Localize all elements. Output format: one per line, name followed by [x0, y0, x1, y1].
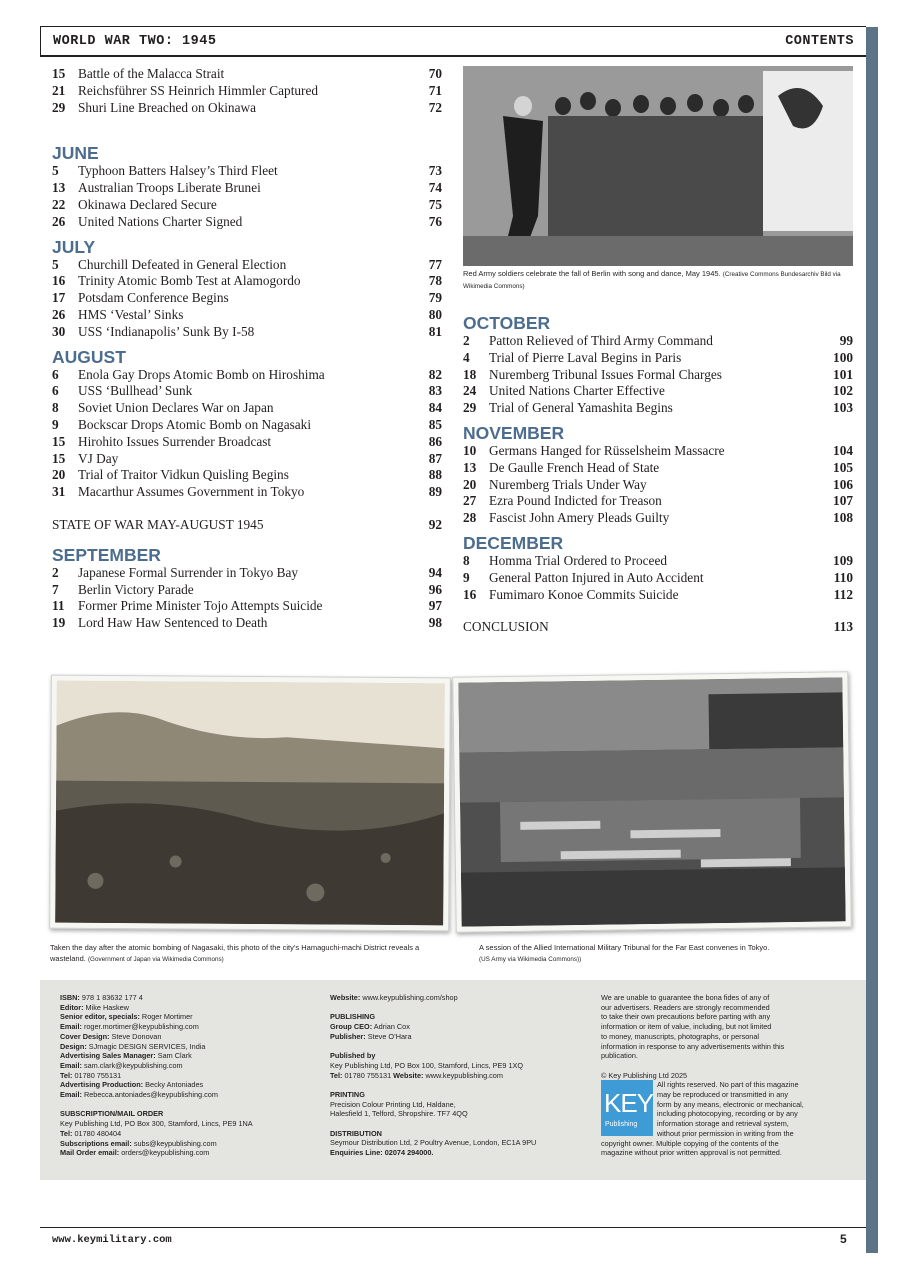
red-army-caption: Red Army soldiers celebrate the fall of Berlin with song and dance, May 1945. (Creative Commons Bundesarchiv Bild via Wikimedia Commons) — [463, 269, 841, 290]
list-item[interactable]: 17 Potsdam Conference Begins 79 — [52, 290, 442, 306]
list-item[interactable]: 8 Homma Trial Ordered to Proceed 109 — [463, 552, 853, 568]
list-item[interactable]: 29 Trial of General Yamashita Begins 103 — [463, 400, 853, 416]
list-item[interactable]: 29 Shuri Line Breached on Okinawa 72 — [52, 99, 442, 115]
list-item[interactable]: 22 Okinawa Declared Secure 75 — [52, 196, 442, 212]
list-item[interactable]: 4 Trial of Pierre Laval Begins in Paris 100 — [463, 349, 853, 365]
november-section — [463, 423, 853, 527]
book-title: WORLD WAR TWO: 1945 — [53, 34, 217, 49]
list-item[interactable]: 15 Battle of the Malacca Strait 70 — [52, 66, 442, 81]
list-item[interactable]: 26 United Nations Charter Signed 76 — [52, 213, 442, 229]
tribunal-caption: A session of the Allied International Military Tribunal for the Far East convenes in Tokyo. (US Army via Wikimedia Commons)) — [479, 943, 770, 963]
list-item[interactable]: 27 Ezra Pound Indicted for Treason 107 — [463, 493, 853, 509]
month-heading: AUGUST — [52, 346, 126, 367]
running-header — [40, 26, 866, 57]
october-section — [463, 313, 853, 417]
nagasaki-photo — [49, 675, 451, 932]
list-item[interactable]: 26 HMS ‘Vestal’ Sinks 80 — [52, 306, 442, 322]
page-edge-bar — [866, 27, 878, 1253]
footer-rule — [40, 1227, 866, 1228]
list-item[interactable]: 18 Nuremberg Tribunal Issues Formal Charges 101 — [463, 366, 853, 382]
list-item[interactable]: 21 Reichsführer SS Heinrich Himmler Captured 71 — [52, 82, 442, 98]
website-link[interactable]: www.keypublishing.com/shop — [362, 993, 458, 1002]
list-item[interactable]: 15 Hirohito Issues Surrender Broadcast 86 — [52, 433, 442, 449]
list-item[interactable]: 16 Fumimaro Konoe Commits Suicide 112 — [463, 586, 853, 602]
conclusion-entry[interactable]: CONCLUSION 113 — [463, 619, 853, 635]
list-item[interactable]: 5 Typhoon Batters Halsey’s Third Fleet 73 — [52, 163, 442, 179]
contents-right-column — [463, 313, 853, 636]
month-heading: SEPTEMBER — [52, 544, 161, 565]
july-section — [52, 237, 442, 341]
imprint-legal-column: We are unable to guarantee the bona fides of any of our advertisers. Readers are strongly recommended to take their own precautions before parting with any information or item of value, including, but not limited to money, manuscripts, photographs, or personal information in response to any advertisements within this publication. © Key Publishing Ltd 2025 KEY Publishing All rights reserved. No part of this magazine may be reproduced or transmitted in any form by any means, electronic or mechanical, including photocopying, recording or by any information storage and retrieval system, without prior permission in writing from the copyright owner. Multiple copying of the contents of the magazine without prior written approval is not permitted. — [601, 993, 804, 1158]
page-number: 5 — [840, 1232, 847, 1246]
december-section — [463, 533, 853, 603]
list-item[interactable]: 13 De Gaulle French Head of State 105 — [463, 459, 853, 475]
nagasaki-photo-illustration — [55, 681, 445, 926]
email-link[interactable]: Rebecca.antoniades@keypublishing.com — [83, 1090, 218, 1100]
email-link[interactable]: orders@keypublishing.com — [121, 1148, 210, 1158]
september-section — [52, 545, 442, 632]
month-heading: NOVEMBER — [463, 422, 565, 443]
red-army-photo — [463, 66, 853, 266]
list-item[interactable]: 9 Bockscar Drops Atomic Bomb on Nagasaki 85 — [52, 416, 442, 432]
month-heading: JUNE — [52, 143, 99, 164]
list-item[interactable]: 19 Lord Haw Haw Sentenced to Death 98 — [52, 615, 442, 631]
may-entries — [52, 66, 442, 116]
month-heading: JULY — [52, 236, 96, 257]
list-item[interactable]: 11 Former Prime Minister Tojo Attempts Suicide 97 — [52, 598, 442, 614]
month-heading: OCTOBER — [463, 313, 551, 333]
email-link[interactable]: roger.mortimer@keypublishing.com — [83, 1022, 199, 1032]
list-item[interactable]: 24 United Nations Charter Effective 102 — [463, 383, 853, 399]
nagasaki-caption: Taken the day after the atomic bombing of Nagasaki, this photo of the city’s Hamaguchi-machi District reveals a wasteland. (Government of Japan via Wikimedia Commons) — [50, 943, 420, 963]
email-link[interactable]: subs@keypublishing.com — [133, 1138, 217, 1148]
list-item[interactable]: 30 USS ‘Indianapolis’ Sunk By I-58 81 — [52, 323, 442, 339]
email-link[interactable]: sam.clark@keypublishing.com — [83, 1060, 183, 1070]
state-of-war-entry[interactable]: STATE OF WAR MAY-AUGUST 1945 92 — [52, 516, 442, 532]
list-item[interactable]: 31 Macarthur Assumes Government in Tokyo 89 — [52, 484, 442, 500]
june-section — [52, 143, 442, 230]
august-section — [52, 347, 442, 501]
red-army-photo-illustration — [463, 66, 853, 266]
tokyo-tribunal-photo — [452, 671, 852, 933]
list-item[interactable]: 13 Australian Troops Liberate Brunei 74 — [52, 180, 442, 196]
list-item[interactable]: 15 VJ Day 87 — [52, 450, 442, 466]
imprint-staff-column: ISBN: 978 1 83632 177 4 Editor: Mike Haskew Senior editor, specials: Roger Mortimer Email: roger.mortimer@keypublishing.com Cover Design: Steve Donovan Design: SJmagic DESIGN SERVICES, India Advertising Sales Manager: Sam Clark Email: sam.clark@keypublishing.com Tel: 01780 755131 Advertising Production: Becky Antoniades Email: Rebecca.antoniades@keypublishing.com SUBSCRIPTION/MAIL ORDER Key Publishing Ltd, PO Box 300, Stamford, Lincs, PE9 1NA Tel: 01780 480404 Subscriptions email: subs@keypublishing.com Mail Order email: orders@keypublishing.com — [60, 993, 253, 1158]
list-item[interactable]: 7 Berlin Victory Parade 96 — [52, 581, 442, 597]
list-item[interactable]: 6 USS ‘Bullhead’ Sunk 83 — [52, 383, 442, 399]
footer-url[interactable]: www.keymilitary.com — [52, 1234, 172, 1246]
contents-left-column — [52, 66, 442, 632]
website-link[interactable]: www.keypublishing.com — [425, 1070, 503, 1080]
imprint-box — [40, 980, 866, 1180]
list-item[interactable]: 9 General Patton Injured in Auto Accident 110 — [463, 569, 853, 585]
tokyo-tribunal-photo-illustration — [458, 677, 845, 926]
list-item[interactable]: 2 Japanese Formal Surrender in Tokyo Bay 94 — [52, 564, 442, 580]
list-item[interactable]: 5 Churchill Defeated in General Election 77 — [52, 256, 442, 272]
imprint-publisher-column: Website: www.keypublishing.com/shop PUBLISHING Group CEO: Adrian Cox Publisher: Steve O’Hara Published by Key Publishing Ltd, PO Box 100, Stamford, Lincs, PE9 1XQ Tel: 01780 755131 Website: www.keypublishing.com PRINTING Precision Colour Printing Ltd, Haldane, Halesfield 1, Telford, Shropshire. TF7 4QQ DISTRIBUTION Seymour Distribution Ltd, 2 Poultry Avenue, London, EC1A 9PU Enquiries Line: 02074 294000. — [330, 993, 537, 1158]
list-item[interactable]: 10 Germans Hanged for Rüsselsheim Massacre 104 — [463, 442, 853, 458]
list-item[interactable]: 6 Enola Gay Drops Atomic Bomb on Hiroshima 82 — [52, 366, 442, 382]
list-item[interactable]: 2 Patton Relieved of Third Army Command 99 — [463, 333, 853, 348]
list-item[interactable]: 16 Trinity Atomic Bomb Test at Alamogordo 78 — [52, 273, 442, 289]
list-item[interactable]: 8 Soviet Union Declares War on Japan 84 — [52, 400, 442, 416]
list-item[interactable]: 20 Nuremberg Trials Under Way 106 — [463, 476, 853, 492]
key-publishing-logo: KEY Publishing — [601, 1080, 653, 1136]
list-item[interactable]: 28 Fascist John Amery Pleads Guilty 108 — [463, 510, 853, 526]
section-title: CONTENTS — [785, 34, 854, 49]
month-heading: DECEMBER — [463, 532, 564, 553]
list-item[interactable]: 20 Trial of Traitor Vidkun Quisling Begins 88 — [52, 467, 442, 483]
